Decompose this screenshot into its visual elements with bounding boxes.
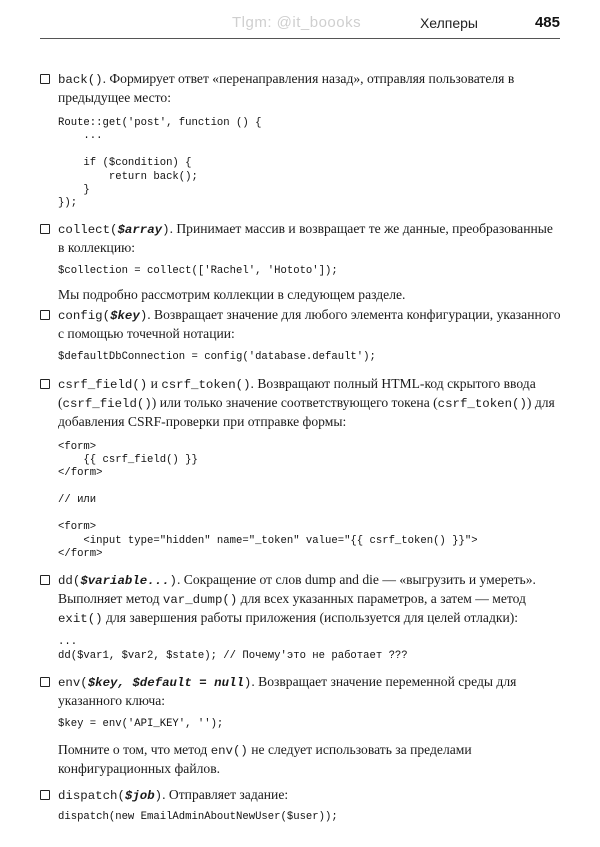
item-description: . Возвращает значение для любого элемента конфигурации, указанного с помощью точечной нотации:: [58, 307, 561, 342]
function-arg: $job: [124, 788, 155, 803]
note-text: Помните о том, что метод: [58, 741, 211, 757]
function-arg: $array: [117, 222, 163, 237]
function-close: ): [154, 788, 163, 803]
checkbox-bullet-icon: [40, 575, 50, 585]
item-description: . Сокращение от слов dump and die — «выгрузить и умереть». Выполняет метод: [58, 572, 536, 607]
function-name: back(): [58, 73, 103, 87]
inline-code: csrf_field(): [62, 396, 152, 411]
watermark: Tlgm: @it_boooks: [232, 14, 362, 31]
code-block: <form> {{ csrf_field() }} </form> // или <form> <input type="hidden" name="_token" value="{{ csrf_token() }}"> </form>: [58, 440, 478, 560]
note-paragraph: Мы подробно рассмотрим коллекции в следующем разделе.: [58, 287, 406, 303]
checkbox-bullet-icon: [40, 310, 50, 320]
conjunction-text: и: [147, 375, 162, 391]
function-arg: $key: [110, 309, 140, 324]
checkbox-bullet-icon: [40, 379, 50, 389]
function-name: dd(: [58, 574, 81, 589]
item-description: ) или только значение соответствующего токена (: [151, 394, 438, 410]
function-name: csrf_token(): [161, 377, 251, 392]
item-description: . Отправляет задание:: [162, 786, 289, 802]
list-item-dd: [40, 571, 562, 628]
item-description: . Принимает массив и возвращает те же данные, преобразованные в коллекцию:: [58, 220, 553, 255]
function-name: dispatch(: [58, 788, 125, 803]
item-description: для завершения работы приложения (используется для целей отладки):: [102, 610, 519, 626]
page-number: 485: [534, 14, 560, 31]
inline-code: exit(): [58, 612, 103, 627]
item-description: ) для добавления CSRF-проверки при отправке формы:: [58, 394, 555, 429]
code-block: dispatch(new EmailAdminAboutNewUser($user));: [58, 810, 338, 823]
function-arg: $key, $default = null: [87, 676, 244, 691]
item-description: . Возвращает значение переменной среды для указанного ключа:: [58, 674, 517, 709]
chapter-title: Хелперы: [419, 15, 478, 31]
item-description: для всех указанных параметров, а затем — метод: [237, 591, 526, 607]
function-close: ): [243, 676, 252, 691]
note-text: не следует использовать за пределами конфигурационных файлов.: [58, 741, 472, 776]
function-close: ): [169, 574, 177, 589]
function-name: env(: [58, 676, 88, 691]
code-block: $defaultDbConnection = config('database.default');: [58, 351, 376, 364]
function-close: ): [139, 309, 148, 324]
checkbox-bullet-icon: [40, 224, 50, 234]
item-description: . Возвращают полный HTML-код скрытого ввода (: [58, 375, 536, 410]
checkbox-bullet-icon: [40, 677, 50, 687]
checkbox-bullet-icon: [40, 74, 50, 84]
inline-code: csrf_token(): [437, 396, 527, 411]
list-item-collect: [40, 220, 562, 257]
code-block: ... dd($var1, $var2, $state); // Почему'это не работает ???: [58, 636, 408, 662]
function-name: config(: [58, 309, 111, 324]
function-arg: $variable...: [80, 574, 170, 589]
function-close: ): [162, 222, 170, 237]
inline-code: var_dump(): [162, 593, 238, 608]
item-description: . Формирует ответ «перенаправления назад», отправляя пользователя в предыдущее место:: [58, 71, 515, 105]
list-item-env: [40, 673, 562, 710]
list-item-config: [40, 306, 562, 343]
list-item-back: [40, 70, 562, 107]
function-name: csrf_field(): [58, 377, 148, 392]
list-item-dispatch: [40, 786, 562, 805]
note-paragraph: [58, 741, 562, 778]
page-content: [40, 70, 562, 824]
code-block: $collection = collect(['Rachel', 'Hototo']);: [58, 264, 338, 277]
inline-code: env(): [210, 743, 248, 758]
page-header: [40, 12, 560, 40]
checkbox-bullet-icon: [40, 790, 50, 800]
code-block: Route::get('post', function () { ... if ($condition) { return back(); } });: [58, 117, 262, 210]
function-name: collect(: [58, 222, 118, 237]
code-block: $key = env('API_KEY', '');: [58, 718, 224, 731]
header-rule: [40, 38, 560, 39]
list-item-csrf: [40, 375, 562, 431]
